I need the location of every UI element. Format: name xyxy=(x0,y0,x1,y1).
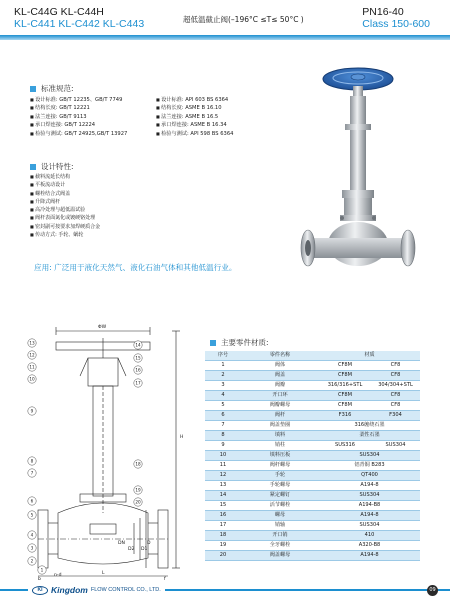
page-footer xyxy=(0,585,450,599)
dim-height: H xyxy=(180,435,184,440)
callout-label: 14 xyxy=(135,342,141,348)
feature-item: ■ 截料流延长结构 xyxy=(30,173,100,181)
valve-product-image xyxy=(292,62,422,282)
dim-D1: D1 xyxy=(141,547,148,552)
part-number-cell: 19 xyxy=(205,541,241,551)
feature-item: ■ 平板流动设计 xyxy=(30,181,100,189)
callout-label: 2 xyxy=(30,558,34,564)
feature-item: ■ 螺栓结合式阀盖 xyxy=(30,190,100,198)
callout-label: 18 xyxy=(135,461,141,467)
feature-item: ■ 传动方式: 手轮、蜗轮 xyxy=(30,231,100,239)
material-cell: F316 xyxy=(319,411,371,421)
dim-length: L xyxy=(102,571,105,576)
table-header-row xyxy=(205,351,420,361)
material-cell: CF8M xyxy=(319,371,371,381)
callout-label: 11 xyxy=(29,364,35,370)
model-codes-line1: KL-C44G KL-C44H xyxy=(14,6,104,18)
standard-item: ■ 承口焊连接: GB/T 12224 xyxy=(30,121,127,129)
model-codes-line2: KL-C441 KL-C442 KL-C443 xyxy=(14,18,145,30)
table-row xyxy=(205,501,420,511)
part-number-cell: 4 xyxy=(205,391,241,401)
callout-label: 3 xyxy=(30,545,34,551)
pressure-rating: PN16-40 xyxy=(362,6,404,18)
table-row xyxy=(205,361,420,371)
part-number-cell: 20 xyxy=(205,551,241,561)
part-number-cell: 11 xyxy=(205,461,241,471)
callout-label: 8 xyxy=(30,458,34,464)
material-alt-cell: CF8 xyxy=(371,371,420,381)
callout-label: 16 xyxy=(135,367,141,373)
table-row xyxy=(205,511,420,521)
standard-item: ■ 设计标准: API 603 BS 6364 xyxy=(156,96,233,104)
material-cell: 316缠绕石墨 xyxy=(319,421,420,431)
table-row xyxy=(205,481,420,491)
part-name-cell: 阀盖螺母 xyxy=(241,551,319,561)
section-marker-icon xyxy=(210,340,216,346)
table-row xyxy=(205,551,420,561)
part-name-cell: 开口销 xyxy=(241,531,319,541)
class-rating: Class 150-600 xyxy=(362,18,430,30)
table-row xyxy=(205,381,420,391)
dim-f: f xyxy=(164,577,166,580)
dim-b: b xyxy=(38,577,41,580)
col-header-name: 零件名称 xyxy=(241,351,319,361)
standards-heading xyxy=(30,83,74,94)
part-name-cell: 阀盖垫圈 xyxy=(241,421,319,431)
material-cell: A194-8 xyxy=(319,511,420,521)
part-name-cell: 紧定螺钉 xyxy=(241,491,319,501)
material-cell: SUS304 xyxy=(319,521,420,531)
part-name-cell: 阀瓣 xyxy=(241,381,319,391)
material-alt-cell: F304 xyxy=(371,411,420,421)
parts-heading xyxy=(210,337,269,348)
callout-label: 15 xyxy=(135,355,141,361)
part-name-cell: 销轴 xyxy=(241,521,319,531)
material-alt-cell: CF8 xyxy=(371,361,420,371)
material-cell: SUS316 xyxy=(319,441,371,451)
material-alt-cell: 304/304+STL xyxy=(371,381,420,391)
material-alt-cell: CF8 xyxy=(371,391,420,401)
dim-D: D xyxy=(147,541,151,546)
material-cell: 铝青铜 B283 xyxy=(319,461,420,471)
brand-name: Kingdom xyxy=(51,585,88,595)
material-cell: 柔性石墨 xyxy=(319,431,420,441)
table-row xyxy=(205,461,420,471)
callout-label: 20 xyxy=(135,499,141,505)
part-number-cell: 14 xyxy=(205,491,241,501)
material-alt-cell: SUS304 xyxy=(371,441,420,451)
section-marker-icon xyxy=(30,86,36,92)
material-cell: A194-B8 xyxy=(319,501,420,511)
table-row xyxy=(205,471,420,481)
part-number-cell: 17 xyxy=(205,521,241,531)
part-number-cell: 15 xyxy=(205,501,241,511)
table-row xyxy=(205,371,420,381)
part-name-cell: 开口环 xyxy=(241,391,319,401)
parts-table-body xyxy=(205,361,420,561)
material-cell: A194-8 xyxy=(319,481,420,491)
table-row xyxy=(205,441,420,451)
callout-label: 10 xyxy=(29,376,35,382)
part-name-cell: 阀盖 xyxy=(241,371,319,381)
part-name-cell: 阀瓣螺母 xyxy=(241,401,319,411)
features-heading-text: 设计特性: xyxy=(41,162,74,171)
part-number-cell: 6 xyxy=(205,411,241,421)
dim-bolt-holes: n-d xyxy=(54,573,62,578)
standards-left-list xyxy=(30,96,127,138)
section-marker-icon xyxy=(30,164,36,170)
dim-handwheel-dia: ΦW xyxy=(98,325,107,330)
standard-item: ■ 检验与测试: API 598 BS 6364 xyxy=(156,130,233,138)
feature-item: ■ 高冷处理与超低温试验 xyxy=(30,206,100,214)
callout-label: 9 xyxy=(30,408,34,414)
feature-item: ■ 密封副可按要求加焊硬质合金 xyxy=(30,223,100,231)
standards-heading-text: 标准规范: xyxy=(41,84,74,93)
part-name-cell: 阀杆螺母 xyxy=(241,461,319,471)
pressure-class xyxy=(362,6,430,30)
callout-label: 19 xyxy=(135,487,141,493)
col-header-no: 序号 xyxy=(205,351,241,361)
col-header-material: 材质 xyxy=(319,351,420,361)
part-number-cell: 5 xyxy=(205,401,241,411)
part-number-cell: 16 xyxy=(205,511,241,521)
standard-item: ■ 设计标准: GB/T 12235、GB/T 7749 xyxy=(30,96,127,104)
material-cell: 316/316+STL xyxy=(319,381,371,391)
part-name-cell: 手轮螺母 xyxy=(241,481,319,491)
table-row xyxy=(205,491,420,501)
part-name-cell: 销柱 xyxy=(241,441,319,451)
part-name-cell: 手轮 xyxy=(241,471,319,481)
table-row xyxy=(205,531,420,541)
material-cell: SUS304 xyxy=(319,451,420,461)
standards-right-list xyxy=(156,96,233,138)
part-name-cell: 填料 xyxy=(241,431,319,441)
table-row xyxy=(205,451,420,461)
callout-label: 1 xyxy=(40,567,44,573)
model-codes xyxy=(14,6,144,30)
material-cell: QT400 xyxy=(319,471,420,481)
part-name-cell: 填料压板 xyxy=(241,451,319,461)
callout-label: 12 xyxy=(29,352,35,358)
table-row xyxy=(205,541,420,551)
page-header xyxy=(0,0,450,40)
callout-label: 13 xyxy=(29,340,35,346)
feature-item: ■ 升降式阀杆 xyxy=(30,198,100,206)
part-name-cell: 阀体 xyxy=(241,361,319,371)
table-row xyxy=(205,421,420,431)
part-name-cell: 活节螺栓 xyxy=(241,501,319,511)
standard-item: ■ 承口焊连接: ASME B 16.34 xyxy=(156,121,233,129)
part-number-cell: 9 xyxy=(205,441,241,451)
table-row xyxy=(205,521,420,531)
company-logo xyxy=(28,585,165,595)
part-number-cell: 12 xyxy=(205,471,241,481)
feature-item: ■ 阀杆表面氮化或镀硬铬处理 xyxy=(30,214,100,222)
callout-label: 4 xyxy=(30,532,34,538)
dim-D2: D2 xyxy=(128,547,135,552)
standard-item: ■ 检验与测试: GB/T 24925,GB/T 13927 xyxy=(30,130,127,138)
part-number-cell: 18 xyxy=(205,531,241,541)
callout-label: 5 xyxy=(30,512,34,518)
valve-section-drawing xyxy=(18,318,193,580)
material-cell: CF8M xyxy=(319,361,371,371)
standard-item: ■ 结构长度: ASME B 16.10 xyxy=(156,104,233,112)
part-number-cell: 2 xyxy=(205,371,241,381)
table-row xyxy=(205,401,420,411)
material-cell: CF8M xyxy=(319,391,371,401)
part-number-cell: 13 xyxy=(205,481,241,491)
page-number: 09 xyxy=(427,585,438,596)
logo-mark-icon: KI xyxy=(32,586,48,595)
material-cell: 410 xyxy=(319,531,420,541)
features-list xyxy=(30,173,100,239)
parts-material-table xyxy=(205,351,420,561)
material-alt-cell: CF8 xyxy=(371,401,420,411)
part-number-cell: 1 xyxy=(205,361,241,371)
header-rule xyxy=(0,35,450,40)
table-row xyxy=(205,391,420,401)
table-row xyxy=(205,431,420,441)
part-number-cell: 8 xyxy=(205,431,241,441)
standard-item: ■ 法兰连接: ASME B 16.5 xyxy=(156,113,233,121)
part-name-cell: 阀杆 xyxy=(241,411,319,421)
callout-label: 17 xyxy=(135,380,141,386)
features-heading xyxy=(30,161,74,172)
material-cell: CF8M xyxy=(319,401,371,411)
application-text: 应用: 广泛用于液化天然气、液化石油气体和其他低温行业。 xyxy=(34,263,237,272)
part-number-cell: 10 xyxy=(205,451,241,461)
standard-item: ■ 法兰连接: GB/T 9113 xyxy=(30,113,127,121)
part-number-cell: 3 xyxy=(205,381,241,391)
material-cell: A320-B8 xyxy=(319,541,420,551)
material-cell: SUS304 xyxy=(319,491,420,501)
page-title: 超低温截止阀(–196°C ≤T≤ 50°C ) xyxy=(183,15,304,24)
part-name-cell: 螺母 xyxy=(241,511,319,521)
dim-DN: DN xyxy=(118,541,125,546)
part-number-cell: 7 xyxy=(205,421,241,431)
callout-label: 6 xyxy=(30,498,34,504)
brand-tagline: FLOW CONTROL CO., LTD. xyxy=(90,587,161,593)
part-name-cell: 全牙螺栓 xyxy=(241,541,319,551)
standard-item: ■ 结构长度: GB/T 12221 xyxy=(30,104,127,112)
material-cell: A194-8 xyxy=(319,551,420,561)
parts-heading-text: 主要零件材质: xyxy=(221,338,269,347)
table-row xyxy=(205,411,420,421)
callout-label: 7 xyxy=(30,470,34,476)
